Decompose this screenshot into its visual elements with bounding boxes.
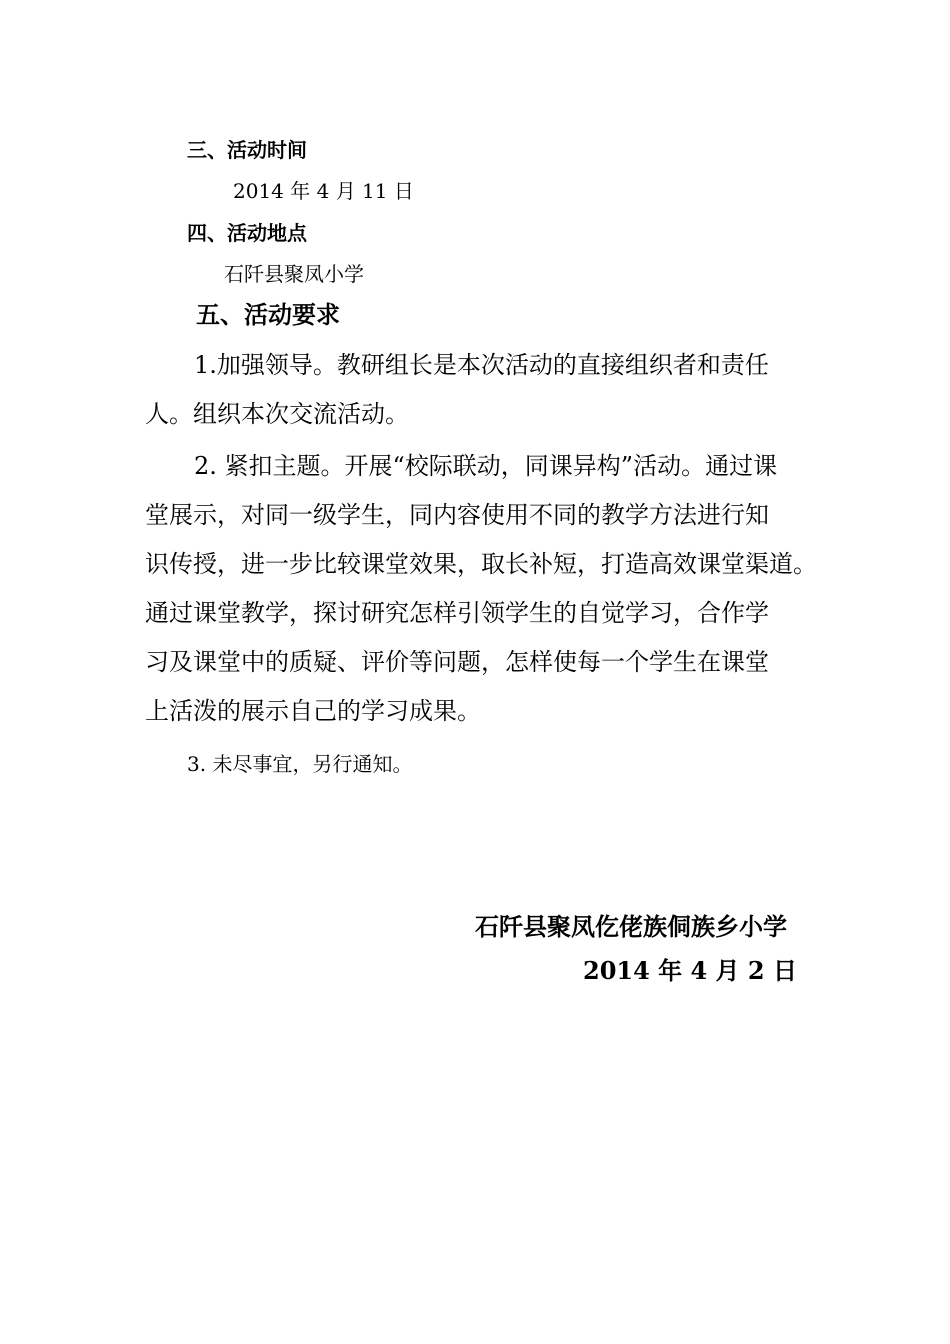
requirement-item-2 [145, 442, 835, 736]
section-heading-requirements: 五、活动要求 [196, 300, 340, 329]
section-heading-time: 三、活动时间 [187, 138, 307, 162]
paragraph-line: 通过课堂教学，探讨研究怎样引领学生的自觉学习，合作学 [145, 599, 769, 627]
paragraph-line: 习及课堂中的质疑、评价等问题，怎样使每一个学生在课堂 [145, 648, 769, 676]
paragraph-line: 堂展示，对同一级学生，同内容使用不同的教学方法进行知 [145, 501, 769, 529]
requirement-item-1 [145, 341, 835, 439]
paragraph-line: 2. 紧扣主题。开展“校际联动，同课异构”活动。通过课 [194, 452, 778, 480]
section-heading-place: 四、活动地点 [187, 221, 307, 245]
paragraph-line: 上活泼的展示自己的学习成果。 [145, 697, 481, 725]
signature-date: 2014 年 4 月 2 日 [583, 956, 797, 985]
requirement-item-3: 3. 未尽事宜，另行通知。 [187, 752, 413, 776]
signature-organization: 石阡县聚凤仡佬族侗族乡小学 [475, 912, 787, 941]
paragraph-line: 1.加强领导。教研组长是本次活动的直接组织者和责任 [194, 351, 769, 379]
activity-time-value: 2014 年 4 月 11 日 [233, 179, 414, 203]
paragraph-line: 人。组织本次交流活动。 [145, 400, 409, 428]
activity-place-value: 石阡县聚凤小学 [224, 262, 364, 286]
paragraph-line: 识传授，进一步比较课堂效果，取长补短，打造高效课堂渠道。 [145, 550, 817, 578]
